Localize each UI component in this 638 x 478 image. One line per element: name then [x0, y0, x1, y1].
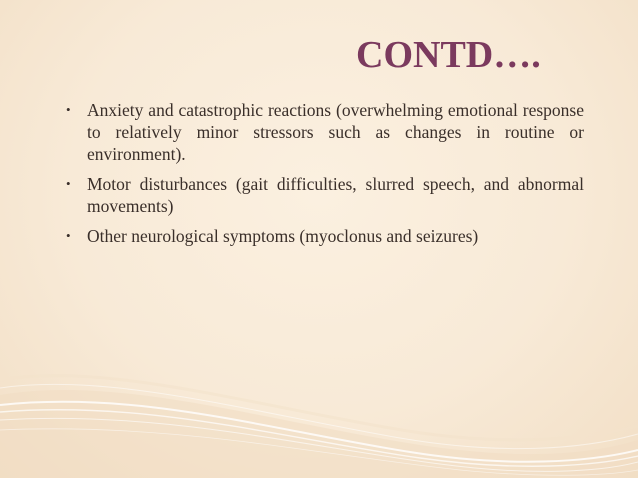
bullet-item [66, 225, 584, 247]
slide-title: CONTD…. [356, 34, 541, 76]
bullet-item [66, 99, 584, 165]
bullet-item [66, 173, 584, 217]
bullet-list [66, 99, 584, 255]
bullet-marker: • [66, 102, 71, 117]
bullet-text: Motor disturbances (gait difficulties, slurred speech, and abnormal movements) [87, 174, 584, 216]
bullet-text: Other neurological symptoms (myoclonus and seizures) [87, 226, 479, 246]
bullet-marker: • [66, 176, 71, 191]
bullet-text: Anxiety and catastrophic reactions (overwhelming emotional response to relatively minor stressors such as changes in routine or environment). [87, 100, 584, 164]
bullet-marker: • [66, 228, 71, 243]
